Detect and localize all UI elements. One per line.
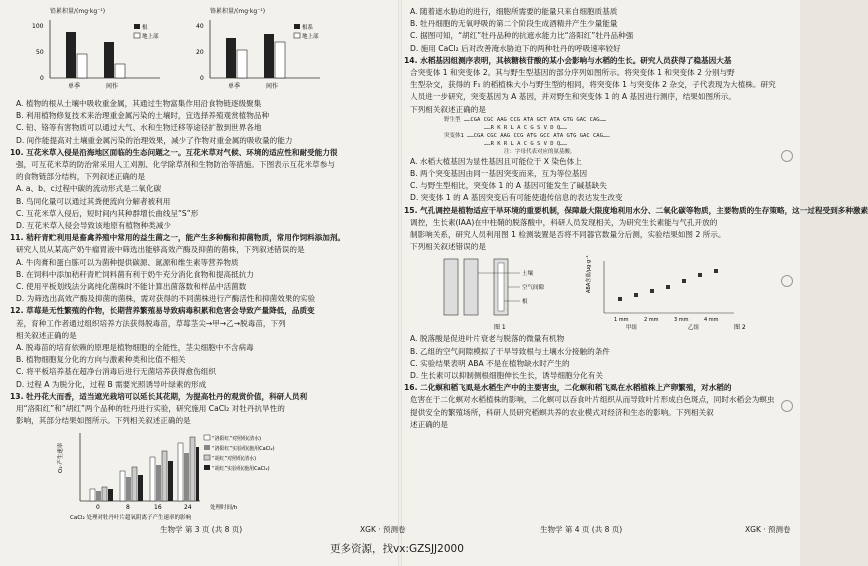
fig1-label-gap: 空气间隙 [522,285,545,292]
binding-hole-1 [781,150,793,162]
right-page-footer-tag: XGK · 预测卷 [745,525,791,534]
text-line: 的食物链部分结构，下列叙述正确的是 [16,172,146,182]
peony-legend-2: “胡红”对照组(清水) [212,456,257,463]
lead-chart [30,6,170,92]
resource-watermark: 更多资源，找vx:GZSJJ2000 [330,543,464,555]
chromium-legend-swatch-1 [294,24,300,29]
right-page [404,6,868,431]
chromium-chart-svg [190,16,330,96]
peony-x2: 16 [154,504,162,512]
fig2-group-b: 乙组 [688,325,700,332]
lead-cat-2: 间作 [106,83,119,90]
gene-mutant-aa: ……R K R L A C G S V D Q…… [484,140,567,147]
text-line: 13. 牡丹花大而香，适当遮光栽培可以延长其花期，为提高牡丹的观赏价值，科研人员利 [10,391,308,401]
right-page-footer: 生物学 第 4 页 (共 8 页) [540,525,623,534]
chromium-tick-40: 40 [196,23,204,30]
chromium-legend-1: 根系 [302,25,314,31]
peony-figure [10,427,393,523]
gene-mutant: 突变体1 ……CGA CGC AAG CCG ATG GCC ATA GTG GAC CAG…… [444,132,610,139]
left-page-footer: 生物学 第 3 页 (共 8 页) [160,525,243,534]
text-line: A. 随着遮水胁迫的进行，细胞所需要的能量只来自细胞质基质 [410,7,618,16]
lead-bar-single-root [66,32,76,78]
text-line: A. 脱毒苗的培育依赖的原理是植物细胞的全能性，茎尖细胞中不含病毒 [16,343,254,353]
text-line: 危害在于二化螟对水稻植株的影响，二化螟可以吞食叶片组织从而导致叶片形成白色斑点，同时水稻会为螟虫 [410,395,775,405]
gene-wild: 野生型 ……CGA CGC AAG CCG ATA GCT ATA GTG GAC CAG…… [444,116,607,123]
page-fold [398,0,402,566]
text-line: 生型杂交，获得的 F₁ 的稻植株大小与野生型的相同，将突变体 1 与突变体 2 杂交，子代表现为大植株。研究 [410,80,776,90]
lead-cat-1: 单季 [68,83,81,90]
fig1-label-root: 根 [522,299,528,306]
lead-legend-1: 根 [142,25,148,31]
peony-x3: 24 [184,504,192,512]
text-line: A. 牛肉膏和蛋白胨可以为菌种提供碳源、氮源和维生素等营养物质 [16,257,239,267]
fig2-caption: 图 2 [734,324,746,332]
peony-bar-chart [50,427,290,521]
aba-figure-svg [434,253,794,333]
chromium-bar-single-root [226,38,236,78]
text-line: D. 为筛选出高效产酶及抑菌的菌株，需对获得的不同菌株进行产酶活性和抑菌效果的实验 [16,294,316,304]
left-question-text [10,98,393,427]
text-line: 合突变体 1 和突变体 2。其与野生型基因的部分序列如图所示。将突变体 1 和突变体 2 分别与野 [410,68,735,78]
text-line: D. 互花米草入侵会导致该地原有植物种类减少 [16,221,171,231]
chromium-bar-inter-shoot [275,42,285,78]
text-line: B. 植物细胞复分化的方向与激素种类和比值不相关 [16,355,186,365]
fig2-group-a: 甲组 [626,325,638,332]
lead-bar-inter-root [104,42,114,78]
text-line: C. 与野生型相比，突变体 1 的 A 基因可能发生了碱基缺失 [410,181,607,191]
lead-chart-svg [30,16,170,96]
text-line: C. 使用平板划线法分离纯化菌株时不能计算出菌落数和样品中活菌数 [16,282,247,292]
fig1-caption: 图 1 [494,324,506,332]
text-line: 12. 草莓是无性繁殖的作物，长期营养繁殖易导致病毒积累和危害会导致产量降低，品质变 [10,306,315,316]
peony-xlabel: 处理时间/h [210,505,238,512]
text-line: 研究人员从某高产奶牛瘤胃液中筛选出能够高效产酶及抑菌的菌株，下列叙述错误的是 [16,245,305,255]
lead-tick-50: 50 [36,49,44,56]
peony-x1: 8 [126,504,130,512]
text-line: D. 间作能提高对土壤重金属污染的治理效果，减少了作物对重金属的吸收量的能力 [16,135,293,145]
lead-tick-0: 0 [40,75,44,82]
chromium-bar-single-shoot [237,50,247,78]
text-line: C. 铅、铬等有害物质可以通过大气、水和生物迁移等途径扩散到世界各地 [16,123,262,133]
chromium-cat-2: 间作 [266,83,279,90]
lead-bar-single-shoot [77,54,87,78]
fig1-label-soil: 土壤 [522,271,534,278]
right-question-text-c [404,333,776,431]
chromium-legend-swatch-2 [294,33,300,38]
text-line: B. 在饲料中添加秸秆青贮饲料菌有利于奶牛充分消化食物和提高抵抗力 [16,269,254,279]
text-line: 制影响关系，研究人员利用图 1 检测装置是否将不同器官数量分后测，实验结果如图 2 所示。 [410,230,726,240]
lead-legend-swatch-1 [134,24,140,29]
fig2-x0: 1 mm [614,317,629,324]
text-line: 用“洛阳红”和“胡红”两个品种的牡丹进行实验，研究施用 CaCl₂ 对牡丹抗旱性的 [16,404,285,414]
binding-hole-2 [781,275,793,287]
aba-figure [404,253,776,333]
fig2-x1: 2 mm [644,317,659,324]
peony-x0: 0 [96,504,100,512]
text-line: C. 实验结果表明 ABA 不是在植物缺水时产生的 [410,358,570,368]
text-line: A. 水稻大植基因为显性基因且可能位于 X 染色体上 [410,156,582,166]
text-line: B. 鸟同化量可以通过其粪便流向分解者被利用 [16,196,171,206]
peony-legend-0: “洛阳红”对照组(清水) [212,436,262,443]
peony-bars [90,437,199,501]
text-line: 16. 二化螟和稻飞虱是水稻生产中的主要害虫，二化螟和稻飞虱在水稻植株上产卵繁殖，对水稻的 [404,383,732,393]
text-line: D. 突变体 1 的 A 基因突变后有可能使遗传信息的表达发生改变 [410,193,623,203]
lead-bar-inter-shoot [115,64,125,78]
fig2-x3: 4 mm [704,317,719,324]
peony-caption: CaCl₂ 处理对牡丹叶片超氧阴离子产生速率的影响 [70,515,192,522]
right-question-text-b [404,156,868,254]
gene-caption: 注：字母代表对应的氨基酸。 [504,148,576,155]
text-line: C. 据图可知，“胡红”牡丹品种的抗遮水能力比“洛阳红”牡丹品种强 [410,31,634,41]
text-line: B. 利用植物修复技术来治理重金属污染的土壤时，宜选择养殖观赏植物品种 [16,111,270,121]
text-line: 差，育种工作者通过组织培养方法获得脱毒苗，草莓茎尖→甲→乙→脱毒苗，下列 [16,318,286,328]
left-page [10,6,393,523]
lead-legend-2: 地上部 [142,34,159,40]
fig2-x2: 3 mm [674,317,689,324]
text-line: 10. 互花米草入侵是沿海地区面临的生态问题之一。互花米草对气候、环境的适应性和耐受能力很 [10,147,338,157]
lead-tick-100: 100 [32,23,44,30]
lead-chart-title: 铅累积量/(mg·kg⁻¹) [50,8,106,15]
text-line: D. 过程 A 为脱分化，过程 B 需要光照诱导叶绿素的形成 [16,379,207,389]
chromium-chart [190,6,330,92]
peony-legend-3: “胡红”实验组(施用CaCl₂) [212,466,270,473]
text-line: A. a、b、c过程中碳的流动形式是二氧化碳 [16,184,162,194]
text-line: 调控，生长素(IAA)在中柱鞘的脱落酸中，科研人员发现相关，为研究生长素能与气孔开放的 [410,217,718,227]
text-line: A. 植物的根从土壤中吸收重金属，其通过生物富集作用沿食物链逐级聚集 [16,99,262,108]
lead-legend-swatch-2 [134,33,140,38]
peony-legend-1: “洛阳红”实验组(施用CaCl₂) [212,446,275,453]
text-line: 14. 水稻基因组测序表明，其核糖核苷酸的某小会影响与水稻的生长。研究人员获得了稳基因大基 [404,55,732,65]
chromium-cat-1: 单季 [228,83,241,90]
text-line: 相关叙述正确的是 [16,330,77,340]
text-line: B. 乙组的空气间隙模拟了干旱导致根与土壤水分接触的条件 [410,346,610,356]
text-line: C. 互花米草入侵后，短时间内其种群增长曲线呈“S”形 [16,208,199,218]
gene-sequence-figure [404,116,776,156]
chromium-legend-2: 地上部 [302,34,319,40]
text-line: B. 牡丹细胞的无氧呼吸的第二个阶段生成酒精并产生少量能量 [410,19,618,29]
fig2-ylabel: ABA含量/μg·g⁻¹ [586,255,592,294]
text-line: 下列相关叙述错误的是 [410,242,486,252]
right-question-text-a [404,6,776,116]
gene-wild-aa: ……R K R L A C G S V D Q…… [484,124,567,131]
chromium-bar-inter-root [264,34,274,78]
chromium-chart-title: 铬累积量/(mg·kg⁻¹) [210,8,266,15]
heavy-metal-charts [10,6,393,98]
text-line: 强，可互花米草的防治常采用人工刈割、化学除草剂和生物防治等措施。下图表示互花米草参与 [16,160,335,170]
text-line: D. 施用 CaCl₂ 后对改善淹水胁迫下的两种牡丹的呼吸速率较好 [410,43,621,53]
text-line: 15. 气孔调控是植物适应干旱环境的重要机制，保障最大限度地利用水分、二氧化碳等物质，主要物质的生存策略，这一过程受到多种激素 [404,205,868,215]
chromium-tick-20: 20 [196,49,204,56]
text-line: C. 将平板培养基在超净台消毒后进行无菌培养获得愈伤组织 [16,367,216,377]
text-line: 述正确的是 [410,419,448,429]
peony-ylabel: O₂·产生速率 [58,443,64,474]
text-line: 提供安全的繁殖场所，科研人员研究稻螟共养的农业模式对经济和生态的影响。下列相关叙 [410,407,714,417]
text-line: 人员进一步研究，突变基因为 A 基因，并对野生和突变体 1 的 A 基因进行测序，结果如图所示。 [410,92,736,102]
left-page-footer-tag: XGK · 预测卷 [360,525,406,534]
text-line: B. 两个突变基因由同一基因突变而来，互为等位基因 [410,169,588,179]
text-line: 影响，其部分结果如图所示。下列相关叙述正确的是 [16,416,191,426]
chromium-tick-0: 0 [200,75,204,82]
binding-hole-3 [781,400,793,412]
text-line: 11. 秸秆青贮利用是畜禽养殖中常用的益生菌之一，能产生多种酶和抑菌物质，常用作饲料添加剂。 [10,233,346,243]
text-line: D. 生长素可以抑制侧根细胞伸长生长，诱导细胞分化有关 [410,371,603,381]
text-line: A. 脱落酸是促进叶片衰老与脱落的微量有机物 [410,334,565,344]
text-line: 下列相关叙述正确的是 [410,104,486,114]
